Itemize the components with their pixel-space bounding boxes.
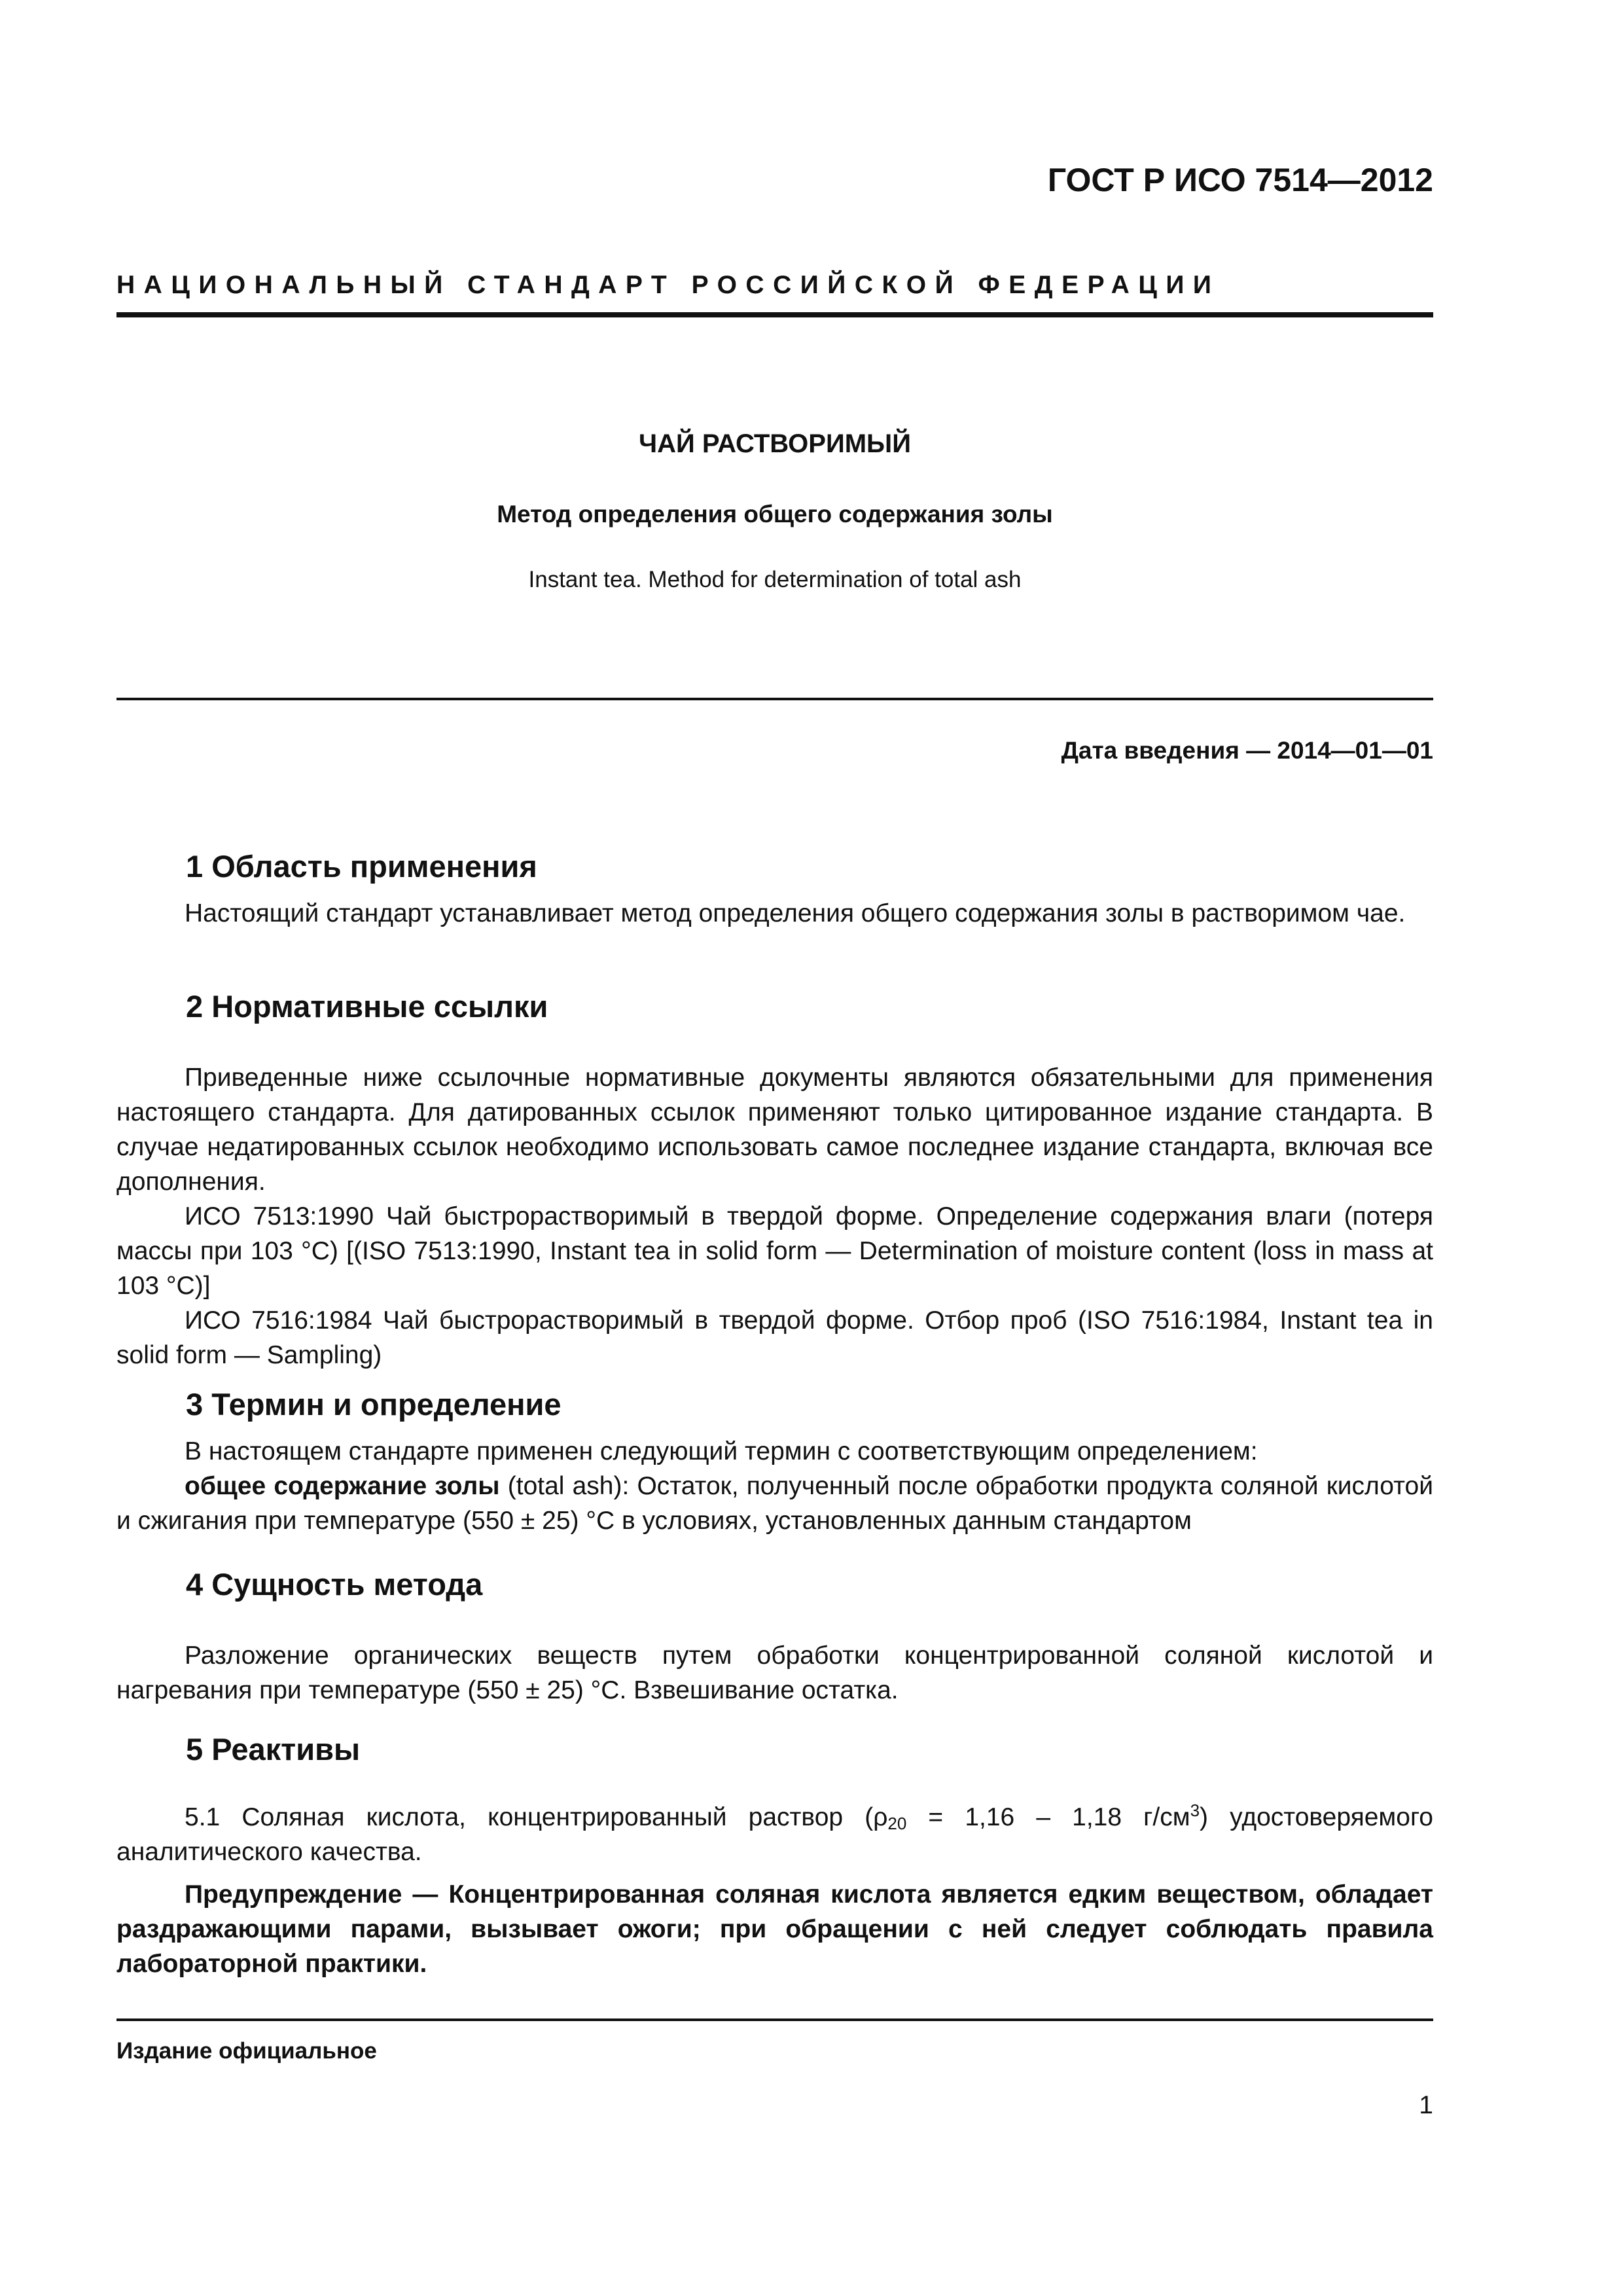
warning-paragraph: Предупреждение — Концентрированная соляная кислота является едким веществом, обладает раздражающими парами, вызывает ожоги; при обращении с ней следует соблюдать правила лабораторной практики. — [116, 1880, 1433, 1978]
section-3-heading: 3 Термин и определение — [186, 1387, 562, 1422]
title-divider — [116, 698, 1433, 700]
section-2-paragraph: Приведенные ниже ссылочные нормативные документы являются обязательными для применения настоящего стандарта. Для датированных ссылок применяют только цитированное издание стандарта. В случае недатированных ссылок необходимо использовать самое последнее издание стандарта, включая все дополнения. — [116, 1064, 1433, 1196]
section-3-paragraph: В настоящем стандарте применен следующий термин с соответствующим определением: — [185, 1437, 1258, 1465]
reference-iso-7516: ИСО 7516:1984 Чай быстрорастворимый в твердой форме. Отбор проб (ISO 7516:1984, Instant tea in solid form — Sampling) — [116, 1306, 1433, 1369]
document-title: ЧАЙ РАСТВОРИМЫЙ — [639, 429, 911, 458]
section-1-paragraph: Настоящий стандарт устанавливает метод определения общего содержания золы в растворимом чае. — [185, 899, 1406, 927]
section-4-paragraph: Разложение органических веществ путем обработки концентрированной соляной кислотой и нагревания при температуре (550 ± 25) °C. Взвешивание остатка. — [116, 1641, 1433, 1704]
term-definition — [116, 1469, 1433, 1538]
page-number: 1 — [1419, 2091, 1433, 2119]
section-4-heading: 4 Сущность метода — [186, 1567, 483, 1602]
national-standard-banner: НАЦИОНАЛЬНЫЙ СТАНДАРТ РОССИЙСКОЙ ФЕДЕРАЦИИ — [116, 271, 1221, 299]
official-edition-label: Издание официальное — [116, 2038, 377, 2064]
header-divider — [116, 312, 1433, 317]
section-2-heading: 2 Нормативные ссылки — [186, 989, 548, 1024]
section-1-heading: 1 Область применения — [186, 849, 537, 884]
definition-text: (total ash): Остаток, полученный после обработки продукта соляной кислотой и сжигания при температуре (550 ± 25) °C в условиях, установленных данным стандартом — [116, 1472, 1433, 1535]
term: общее содержание золы — [185, 1472, 500, 1500]
reference-iso-7513: ИСО 7513:1990 Чай быстрорастворимый в твердой форме. Определение содержания влаги (потеря массы при 103 °C) [(ISO 7513:1990, Instant tea in solid form — Determination of moisture content (loss in mass at 103 °C)] — [116, 1202, 1433, 1300]
introduction-date: Дата введения — 2014—01—01 — [1061, 737, 1433, 764]
document-code: ГОСТ Р ИСО 7514—2012 — [1047, 162, 1433, 198]
document-english-title: Instant tea. Method for determination of total ash — [528, 567, 1022, 592]
reagent-5-1: 5.1 Соляная кислота, концентрированный раствор ($\rho_{20} = 1,16 - 1,18$ $г/см^3$) удостоверяемого аналитического качества. — [116, 1801, 1433, 1866]
document-subtitle: Метод определения общего содержания золы — [497, 501, 1053, 528]
section-5-heading: 5 Реактивы — [186, 1732, 361, 1767]
footer-divider — [116, 2018, 1433, 2021]
